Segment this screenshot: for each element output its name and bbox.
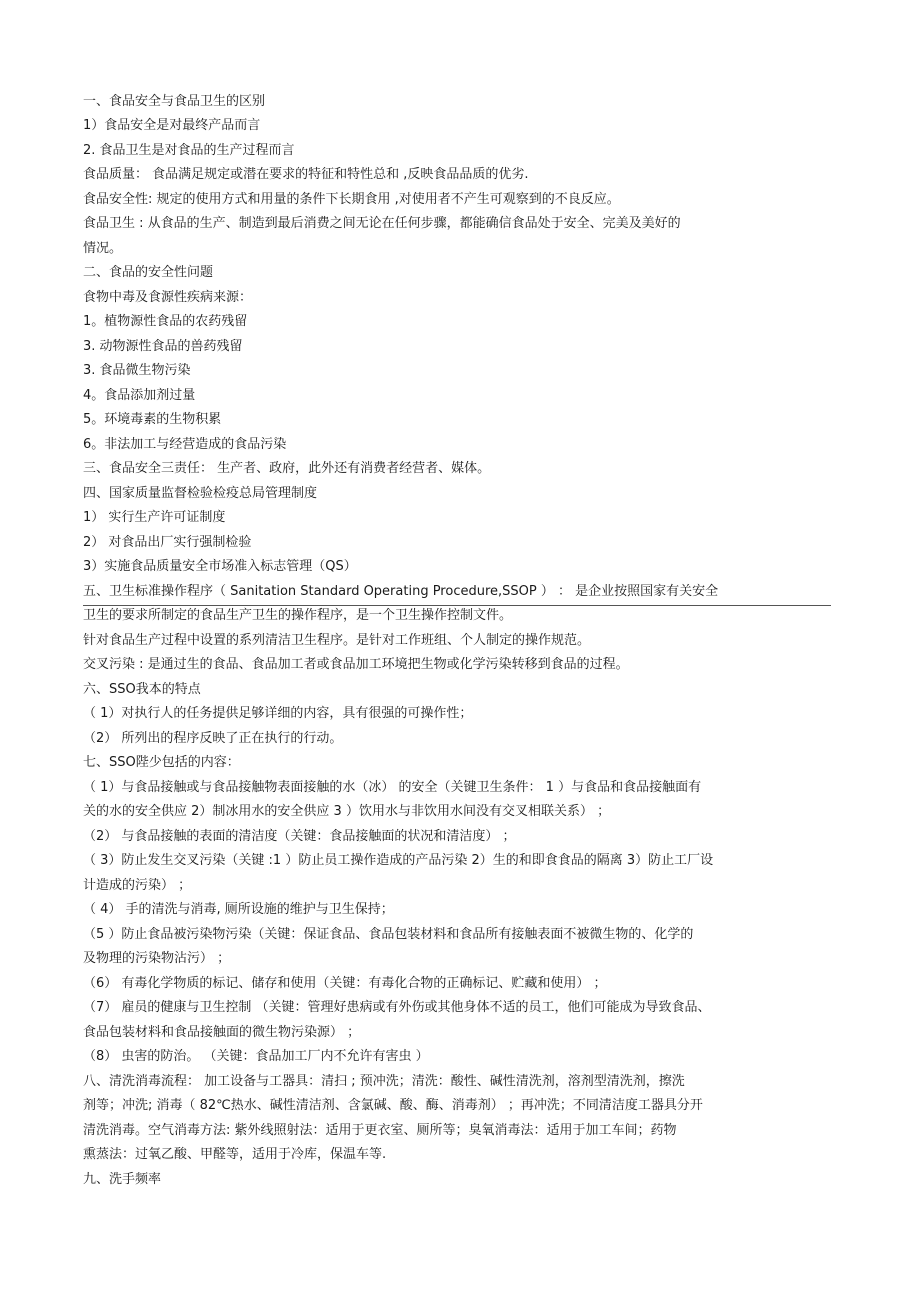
text-line: 针对食品生产过程中设置的系列清洁卫生程序。是针对工作班组、个人制定的操作规范。 xyxy=(83,633,591,648)
text-line: 食品质量： 食品满足规定或潜在要求的特征和特性总和 ,反映食品品质的优劣. xyxy=(83,167,529,182)
text-line: 熏蒸法：过氧乙酸、甲醛等，适用于冷库，保温车等. xyxy=(83,1147,387,1162)
text-line: 剂等；冲洗; 消毒（ 82℃热水、碱性清洁剂、含氯碱、酸、酶、消毒剂） ；再冲洗；不同清洁度工器具分开 xyxy=(83,1098,703,1113)
text-line: 计造成的污染） ； xyxy=(83,878,192,893)
text-line: 四、国家质量监督检验检疫总局管理制度 xyxy=(83,486,318,501)
text-line: 2） 对食品出厂实行强制检验 xyxy=(83,535,252,550)
text-line: 关的水的安全供应 2）制冰用水的安全供应 3 ）饮用水与非饮用水间没有交叉相联关系） ； xyxy=(83,804,611,819)
text-line: （ 4） 手的清洗与消毒, 厕所设施的维护与卫生保持； xyxy=(83,902,394,917)
text-line: （2） 与食品接触的表面的清洁度（关键：食品接触面的状况和清洁度） ； xyxy=(83,829,516,844)
text-line: 三、食品安全三责任： 生产者、政府，此外还有消费者经营者、媒体。 xyxy=(83,461,491,476)
text-line: （6） 有毒化学物质的标记、储存和使用（关键：有毒化合物的正确标记、贮藏和使用） ； xyxy=(83,976,607,991)
text-line: 6。非法加工与经营造成的食品污染 xyxy=(83,437,287,452)
horizontal-rule xyxy=(83,605,831,606)
text-line: （ 1）对执行人的任务提供足够详细的内容，具有很强的可操作性； xyxy=(83,706,473,721)
text-line: 二、食品的安全性问题 xyxy=(83,265,214,280)
text-line: （ 3）防止发生交叉污染（关键 :1 ）防止员工操作造成的产品污染 2）生的和即食食品的隔离 3）防止工厂设 xyxy=(83,853,714,868)
text-line: （2） 所列出的程序反映了正在执行的行动。 xyxy=(83,731,343,746)
text-line: （7） 雇员的健康与卫生控制 （关键：管理好患病或有外伤或其他身体不适的员工，他们可能成为导致食品、 xyxy=(83,1000,711,1015)
text-line: 3. 动物源性食品的兽药残留 xyxy=(83,339,243,354)
text-line: 五、卫生标准操作程序（ Sanitation Standard Operating Procedure,SSOP ） ： 是企业按照国家有关安全 xyxy=(83,584,719,599)
text-line: 清洗消毒。空气消毒方法: 紫外线照射法：适用于更衣室、厕所等；臭氧消毒法：适用于加工车间；药物 xyxy=(83,1123,677,1138)
text-line: 八、清洗消毒流程： 加工设备与工器具：清扫 ; 预冲洗；清洗：酸性、碱性清洗剂，溶剂型清洗剂，擦洗 xyxy=(83,1074,685,1089)
text-line: （5 ）防止食品被污染物污染（关键：保证食品、食品包装材料和食品所有接触表面不被微生物的、化学的 xyxy=(83,927,694,942)
text-line: 交叉污染 : 是通过生的食品、食品加工者或食品加工环境把生物或化学污染转移到食品的过程。 xyxy=(83,657,629,672)
text-line: 七、SSO陛少包括的内容： xyxy=(83,755,240,770)
text-line: 食品安全性: 规定的使用方式和用量的条件下长期食用 ,对使用者不产生可观察到的不良反应。 xyxy=(83,192,620,207)
text-line: 食物中毒及食源性疾病来源： xyxy=(83,290,253,305)
text-line: 1）食品安全是对最终产品而言 xyxy=(83,118,261,133)
text-line: 1） 实行生产许可证制度 xyxy=(83,510,226,525)
text-line: 4。食品添加剂过量 xyxy=(83,388,196,403)
text-line: 情况。 xyxy=(83,241,123,256)
text-line: 卫生的要求所制定的食品生产卫生的操作程序，是一个卫生操作控制文件。 xyxy=(83,608,513,623)
text-line: 3）实施食品质量安全市场准入标志管理（QS） xyxy=(83,559,357,574)
text-line: 3. 食品微生物污染 xyxy=(83,363,191,378)
text-line: 九、洗手频率 xyxy=(83,1172,162,1187)
text-line: 食品包装材料和食品接触面的微生物污染源） ； xyxy=(83,1025,361,1040)
text-line: 2. 食品卫生是对食品的生产过程而言 xyxy=(83,143,295,158)
text-line: 及物理的污染物沾污） ； xyxy=(83,951,231,966)
text-line: 食品卫生 : 从食品的生产、制造到最后消费之间无论在任何步骤，都能确信食品处于安全、完美及美好的 xyxy=(83,216,681,231)
text-line: （8） 虫害的防治。 （关键：食品加工厂内不允许有害虫 ） xyxy=(83,1049,429,1064)
text-line: 六、SSO我本的特点 xyxy=(83,682,201,697)
text-line: （ 1）与食品接触或与食品接触物表面接触的水（冰） 的安全（关键卫生条件： 1 ）与食品和食品接触面有 xyxy=(83,780,702,795)
text-line: 1。植物源性食品的农药残留 xyxy=(83,314,248,329)
text-line: 一、食品安全与食品卫生的区别 xyxy=(83,94,266,109)
text-line: 5。环境毒素的生物积累 xyxy=(83,412,222,427)
